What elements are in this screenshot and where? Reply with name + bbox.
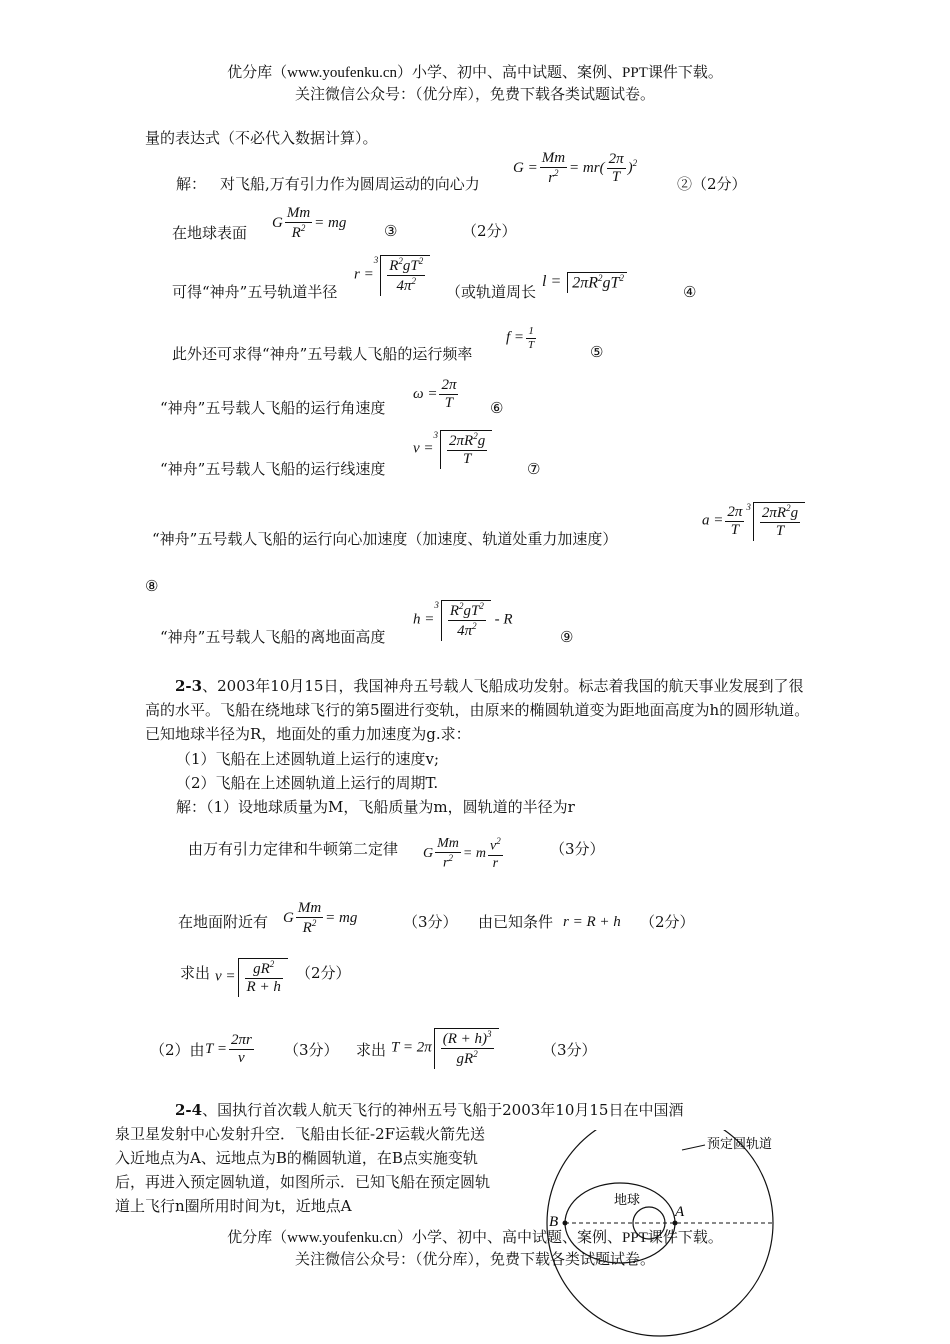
mark-5: ⑤ — [590, 343, 604, 361]
mark-2: ②（2分） — [677, 175, 747, 193]
formula-radius: r =$^3$ $\frac{R^2gT^2}{4\pi^2}$ — [354, 255, 430, 296]
q23-formula-T: T = 2π $\frac{(R + h)^3}{gR^2}$ — [391, 1028, 499, 1069]
header-line-1: 优分库（www.youfenku.cn）小学、初中、高中试题、案例、PPT课件下载。 — [227, 65, 723, 81]
q23-score-law: （3分） — [550, 840, 605, 858]
q23-formula-near: G $\frac{Mm}{R^2}$ = mg — [283, 900, 358, 937]
q23-score-known: （2分） — [640, 913, 695, 931]
q23-score-T: （3分） — [542, 1041, 597, 1059]
point-a-dot — [673, 1221, 678, 1226]
formula-2: G = $\frac{Mm}{r^2}$ = mr( $\frac{2\pi}{T}$ )$^2$ — [513, 150, 638, 187]
solution-label: 解： — [176, 175, 207, 193]
acceleration-text: “神舟”五号载人飞船的运行向心加速度（加速度、轨道处重力加速度） — [152, 530, 618, 548]
q24-text-line-1: 、国执行首次载人航天飞行的神州五号飞船于2003年10月15日在中国酒 — [202, 1101, 684, 1119]
q23-paragraph — [145, 674, 810, 746]
q23-solution: 解：（1）设地球质量为M，飞船质量为m，圆轨道的半径为r — [176, 798, 575, 816]
formula-3: G $\frac{Mm}{R^2}$ = mg — [272, 205, 347, 242]
q24-text — [202, 1101, 683, 1119]
header-line-2: 关注微信公众号：（优分库），免费下载各类试题试卷。 — [294, 87, 655, 103]
q23-find2-text: 求出 — [356, 1041, 387, 1059]
q23-score-near: （3分） — [403, 913, 458, 931]
footer-line-2: 关注微信公众号：（优分库），免费下载各类试题试卷。 — [294, 1252, 655, 1268]
q23-formula-v: v = $\frac{gR^2}{R + h}$ — [215, 958, 288, 997]
q24-text-rest: 泉卫星发射中心发射升空．飞船由长征-2F运载火箭先送入近地点为A、远地点为B的椭圆轨道，在B点实施变轨后，再进入预定圆轨道，如图所示．已知飞船在预定圆轨道上飞行n圈所用时间为t，近地点A — [115, 1125, 491, 1215]
footer-line-1: 优分库（www.youfenku.cn）小学、初中、高中试题、案例、PPT课件下载。 — [227, 1230, 723, 1246]
point-b-label: B — [549, 1214, 559, 1230]
surface-text: 在地球表面 — [172, 224, 248, 242]
q23-law-text: 由万有引力定律和牛顿第二定律 — [188, 840, 399, 858]
mark-4: ④ — [683, 283, 697, 301]
q23-formula-law: G $\frac{Mm}{r^2}$ = m $\frac{v^2}{r}$ — [423, 836, 501, 871]
q23-formula-known: r = R + h — [563, 914, 621, 930]
mark-9: ⑨ — [560, 628, 574, 646]
q23-score-v: （2分） — [296, 964, 351, 982]
q23-sub-1: （1）飞船在上述圆轨道上运行的速度v; — [176, 750, 440, 768]
radius-text: 可得“神舟”五号轨道半径 — [172, 283, 338, 301]
mark-6: ⑥ — [490, 399, 504, 417]
formula-orbit-length: $l = 2\pi R^2gT^2$ — [542, 272, 627, 293]
point-a-label: A — [675, 1204, 685, 1220]
q23-number: 2-3 — [175, 677, 203, 695]
q23-part2-text: （2）由 — [150, 1041, 205, 1059]
frequency-text: 此外还可求得“神舟”五号载人飞船的运行频率 — [172, 345, 473, 363]
score-3: （2分） — [462, 222, 517, 240]
q23-text: 、2003年10月15日，我国神舟五号载人飞船成功发射。标志着我国的航天事业发展到了很高的水平。飞船在绕地球飞行的第5圈进行变轨，由原来的椭圆轨道变为距地面高度为h的圆形轨道。已知地球半径为R，地面处的重力加速度为g.求： — [145, 677, 810, 743]
angular-velocity-text: “神舟”五号载人飞船的运行角速度 — [160, 399, 386, 417]
formula-frequency: f = $\frac{1}{T}$ — [506, 325, 535, 351]
q23-find-text: 求出 — [180, 964, 211, 982]
q23-formula-period: T = $\frac{2\pi r}{v}$ — [205, 1032, 252, 1067]
earth-label: 地球 — [614, 1192, 641, 1207]
orbit-label-line — [682, 1145, 705, 1150]
mark-3: ③ — [384, 222, 398, 240]
solution-text: 对飞船,万有引力作为圆周运动的向心力 — [220, 175, 480, 193]
formula-height: h =$^3$ $\frac{R^2gT^2}{4\pi^2}$ - R — [413, 600, 513, 640]
intro-text: 量的表达式（不必代入数据计算）。 — [145, 129, 378, 147]
mark-8: ⑧ — [145, 577, 159, 595]
point-b-dot — [563, 1221, 568, 1226]
mark-7: ⑦ — [527, 460, 541, 478]
q24-number: 2-4 — [175, 1101, 203, 1119]
orbit-label: 预定圆轨道 — [707, 1136, 773, 1151]
q23-near-text: 在地面附近有 — [178, 913, 269, 931]
height-text: “神舟”五号载人飞船的离地面高度 — [160, 628, 386, 646]
q23-score-period: （3分） — [284, 1041, 339, 1059]
linear-velocity-text: “神舟”五号载人飞船的运行线速度 — [160, 460, 386, 478]
formula-acceleration: a = $\frac{2\pi}{T}$ $^3$ $\frac{2\pi R^2g}{T}$ — [702, 502, 805, 541]
q23-known-text: 由已知条件 — [478, 913, 554, 931]
formula-omega: ω = $\frac{2\pi}{T}$ — [413, 377, 457, 412]
formula-velocity: v =$^3$ $\frac{2\pi R^2g}{T}$ — [413, 430, 492, 469]
orbit-length-text: （或轨道周长 — [446, 283, 537, 301]
q23-sub-2: （2）飞船在上述圆轨道上运行的周期T. — [176, 774, 439, 792]
